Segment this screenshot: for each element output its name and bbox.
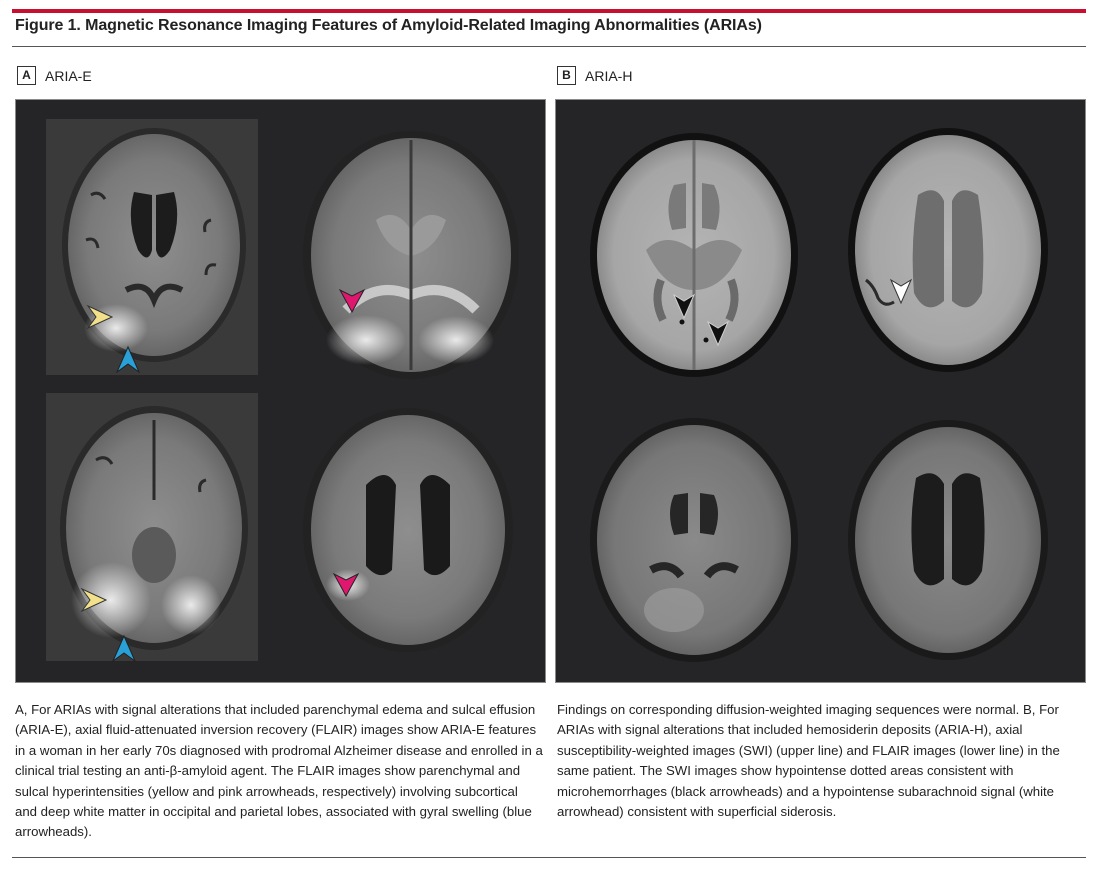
panel-a-title: ARIA-E [45, 67, 92, 84]
panel-b-label [557, 66, 632, 85]
mri-aria-h-flair-left [590, 418, 798, 662]
panel-b-image [555, 99, 1086, 683]
caption-left-text: A, For ARIAs with signal alterations that included parenchymal edema and sulcal effusion (ARIA-E), axial fluid-attenuated inversion recovery (FLAIR) images show ARIA-E features in a woman in her early 70s diagnosed with prodromal Alzheimer disease and enrolled in a clinical trial testing an anti-β-amyloid agent. The FLAIR images show parenchymal and sulcal hyperintensities (yellow and pink arrowheads, respectively) involving subcortical and deep white matter in occipital and parietal lobes, associated with gyral swelling (blue arrowheads). [15, 702, 543, 840]
bottom-divider [12, 857, 1086, 858]
mri-aria-e-top-left [46, 119, 258, 375]
mri-aria-h-swi-left [590, 133, 798, 377]
title-divider [12, 46, 1086, 47]
panel-a-letter: A [17, 66, 36, 85]
mri-aria-e-top-right [303, 131, 519, 379]
caption-right [557, 700, 1087, 822]
panel-a-image [15, 99, 546, 683]
panel-a-label [17, 66, 92, 85]
panel-b-title: ARIA-H [585, 67, 633, 84]
panel-b-letter: B [557, 66, 576, 85]
mri-aria-e-bottom-left [46, 393, 258, 661]
top-accent-rule [12, 9, 1086, 13]
caption-left [15, 700, 543, 843]
caption-right-text: Findings on corresponding diffusion-weighted imaging sequences were normal. B, For ARIAs with signal alterations that included hemosiderin deposits (ARIA-H), axial susceptibility-weighted images (SWI) (upper line) and FLAIR images (lower line) in the same patient. The SWI images show hypointense dotted areas consistent with microhemorrhages (black arrowheads) and a hypointense subarachnoid signal (white arrowhead) consistent with superficial siderosis. [557, 702, 1060, 820]
mri-aria-h-swi-right [848, 128, 1048, 372]
figure-title: Figure 1. Magnetic Resonance Imaging Features of Amyloid-Related Imaging Abnormalities (ARIAs) [15, 17, 762, 34]
mri-aria-e-bottom-right [303, 408, 513, 652]
mri-aria-h-flair-right [848, 420, 1048, 660]
